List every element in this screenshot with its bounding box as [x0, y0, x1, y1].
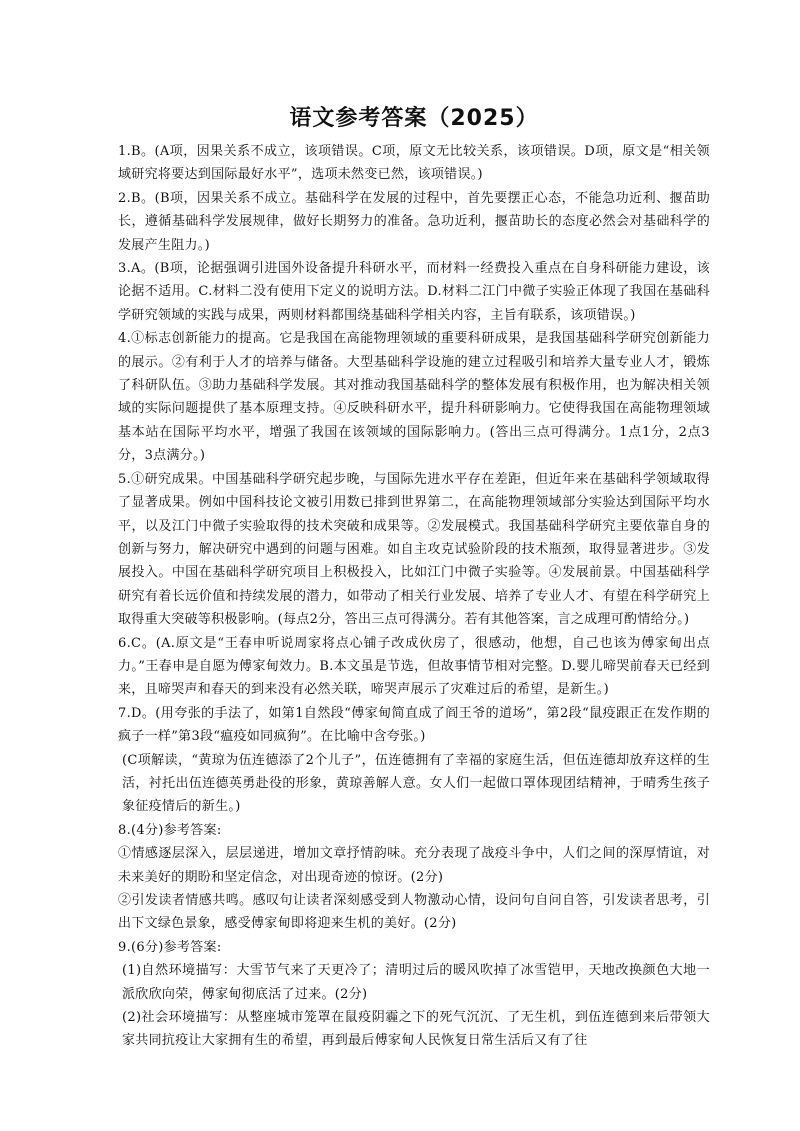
page-title: 语文参考答案（2025）	[289, 106, 539, 131]
answer-9-point-1: (1)自然环境描写：大雪节气来了天更冷了；清明过后的暖风吹掉了冰雪铠甲，天地改换颜色大地一派欣欣向荣，傅家甸彻底活了过来。(2分)	[122, 963, 710, 1002]
answer-7-note: (C项解读，“黄琼为伍连德添了2个儿子”，伍连德拥有了幸福的家庭生活，但伍连德却放弃这样的生活，衬托出伍连德英勇赴役的形象，黄琼善解人意。女人们一起做口罩体现团结精神，于晴秀生孩子象征疫情后的新生。)	[122, 752, 710, 815]
answer-7: 7.D。(用夸张的手法了，如第1自然段“傅家甸简直成了阎王爷的道场”，第2段“鼠疫跟正在发作期的疯子一样”第3段“瘟疫如同疯狗”。在比喻中含夸张。)	[118, 705, 710, 745]
answer-9-point-2: (2)社会环境描写：从整座城市笼罩在鼠疫阴霾之下的死气沉沉、了无生机，到伍连德到来后带领大家共同抗疫让大家拥有生的希望，再到最后傅家甸人民恢复日常生活后又有了往	[122, 1010, 710, 1049]
answer-3: 3.A。(B项，论据强调引进国外设备提升科研水平，而材料一经费投入重点在自身科研能力建设，该论据不适用。C.材料二没有使用下定义的说明方法。D.材料二江门中微子实验正体现了我国在基础科学研究领域的实践与成果，两则材料都围绕基础科学相关内容，主旨有联系，该项错误。)	[118, 261, 710, 323]
answer-1: 1.B。(A项，因果关系不成立，该项错误。C项，原文无比较关系，该项错误。D项，原文是“相关领域研究将要达到国际最好水平”，选项未然变已然，该项错误。)	[118, 144, 710, 183]
answer-8-point-2: ②引发读者情感共鸣。感叹句让读者深刻感受到人物激动心情，设问句自问自答，引发读者思考，引出下文绿色景象，感受傅家甸即将迎来生机的美好。(2分)	[118, 893, 710, 932]
answer-6: 6.C。(A.原文是“王春申听说周家将点心铺子改成伙房了，很感动，他想，自己也该为傅家甸出点力。”王春申是自愿为傅家甸效力。B.本文虽是节选，但故事情节相对完整。D.婴儿啼哭前春天已经到来，且啼哭声和春天的到来没有必然关联，啼哭声展示了灾难过后的希望，是新生。)	[118, 635, 710, 698]
answer-5: 5.①研究成果。中国基础科学研究起步晚，与国际先进水平存在差距，但近年来在基础科学领域取得了显著成果。例如中国科技论文被引用数已排到世界第二，在高能物理领域部分实验达到国际平均水平，以及江门中微子实验取得的技术突破和成果等。②发展模式。我国基础科学研究主要依靠自身的创新与努力，解决研究中遇到的问题与困难。如自主攻克试验阶段的技术瓶颈，取得显著进步。③发展投入。中国在基础科学研究项目上积极投入，比如江门中微子实验等。④发展前景。中国基础科学研究有着长远价值和持续发展的潜力，如带动了相关行业发展、培养了专业人才、有望在科学研究上取得重大突破等积极影响。(每点2分，答出三点可得满分。若有其他答案，言之成理可酌情给分。)	[118, 471, 710, 628]
answer-8-heading: 8.(4分)参考答案:	[118, 822, 222, 838]
answer-8-point-1: ①情感逐层深入，层层递进，增加文章抒情韵味。充分表现了战疫斗争中，人们之间的深厚情谊，对未来美好的期盼和坚定信念，对出现奇迹的惊讶。(2分)	[118, 846, 710, 885]
answer-2: 2.B。(B项，因果关系不成立。基础科学在发展的过程中，首先要摆正心态，不能急功近利、揠苗助长，遵循基础科学发展规律，做好长期努力的准备。急功近利，揠苗助长的态度必然会对基础科学的发展产生阻力。)	[118, 190, 710, 253]
answer-4: 4.①标志创新能力的提高。它是我国在高能物理领域的重要科研成果，是我国基础科学研究创新能力的展示。②有利于人才的培养与储备。大型基础科学设施的建立过程吸引和培养大量专业人才，锻炼了科研队伍。③助力基础科学发展。其对推动我国基础科学的整体发展有积极作用，也为解决相关领域的实际问题提供了基本原理支持。④反映科研水平，提升科研影响力。它使得我国在高能物理领域基本站在国际平均水平，增强了我国在该领域的国际影响力。(答出三点可得满分。1点1分，2点3分，3点满分。)	[118, 331, 710, 464]
answer-content	[118, 140, 710, 1053]
answer-9-heading: 9.(6分)参考答案:	[118, 939, 222, 955]
